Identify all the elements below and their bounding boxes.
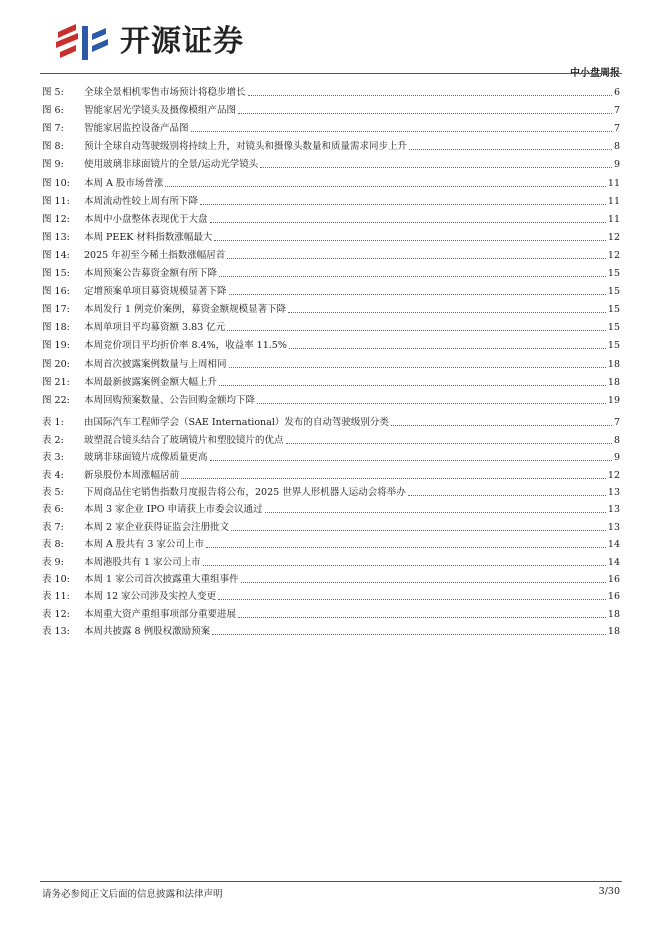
table-index-entry-title: 本周重大资产重组事项部分重要进展 xyxy=(84,608,237,620)
figure-index-entry-leader-dots xyxy=(238,113,612,114)
figure-index-entry-leader-dots xyxy=(229,294,606,295)
figure-index-entry-leader-dots xyxy=(165,186,606,187)
figure-index-entry-label: 图 15: xyxy=(42,268,70,280)
page-header xyxy=(40,18,622,73)
table-index-entry-leader-dots xyxy=(408,495,606,496)
table-index-entry-label: 表 6: xyxy=(42,504,64,516)
table-index-entry[interactable] xyxy=(42,551,620,568)
table-index-entry-title: 本周 1 家公司首次披露重大重组事件 xyxy=(84,573,239,585)
table-index-entry-page: 16 xyxy=(607,591,620,603)
table-index-entry-title: 本周共披露 8 例股权激励预案 xyxy=(84,626,211,638)
figure-index-entry-page: 7 xyxy=(613,123,620,135)
figure-index-entry-title: 预计全球自动驾驶级别将持续上升，对镜头和摄像头数量和质量需求同步上升 xyxy=(84,141,408,153)
figure-index-entry[interactable] xyxy=(42,371,620,389)
figure-index-entry-leader-dots xyxy=(210,222,606,223)
figure-index-entry-leader-dots xyxy=(260,167,612,168)
figure-index-entry-page: 18 xyxy=(607,376,620,388)
figure-index-entry-page: 19 xyxy=(607,394,620,406)
figure-index-entry-label: 图 14: xyxy=(42,249,70,261)
figure-index-entry-page: 18 xyxy=(607,358,620,370)
figure-index-entry-page: 11 xyxy=(607,213,620,225)
table-index-entry-title: 由国际汽车工程师学会（SAE International）发布的自动驾驶级别分类 xyxy=(84,417,389,429)
figure-index-entry[interactable] xyxy=(42,334,620,352)
figure-index-entry-title: 智能家居光学镜头及摄像模组产品图 xyxy=(84,105,237,117)
figure-index-entry-leader-dots xyxy=(229,367,606,368)
figure-index-entry-leader-dots xyxy=(200,204,606,205)
kaiyuan-securities-logo-icon xyxy=(52,20,112,66)
table-index-entry[interactable] xyxy=(42,516,620,533)
figure-index-entry-title: 使用玻璃非球面镜片的全景/运动光学镜头 xyxy=(84,159,259,171)
table-index-entry-label: 表 4: xyxy=(42,469,64,481)
table-index-entry-label: 表 5: xyxy=(42,486,64,498)
figure-index-entry-label: 图 11: xyxy=(42,195,70,207)
figure-index-entry-label: 图 19: xyxy=(42,340,70,352)
table-index-entry-leader-dots xyxy=(238,617,606,618)
figure-index-entry-title: 全球全景相机零售市场预计将稳步增长 xyxy=(84,87,246,99)
figure-index-entry[interactable] xyxy=(42,190,620,208)
figure-index-entry-label: 图 16: xyxy=(42,286,70,298)
figure-index-entry-label: 图 6: xyxy=(42,105,64,117)
table-index-entry-leader-dots xyxy=(391,425,612,426)
figure-index-entry-title: 本周竞价项目平均折价率 8.4%，收益率 11.5% xyxy=(84,340,287,352)
table-index-entry-title: 新泉股份本周涨幅居前 xyxy=(84,469,180,481)
figure-index-entry-label: 图 13: xyxy=(42,231,70,243)
figure-index-entry-title: 本周单项目平均募资额 3.83 亿元 xyxy=(84,322,226,334)
table-index-entry-label: 表 2: xyxy=(42,434,64,446)
figure-index-entry-leader-dots xyxy=(248,95,612,96)
table-index-entry-page: 18 xyxy=(607,608,620,620)
table-index-entry[interactable] xyxy=(42,464,620,481)
figure-index-entry-title: 本周 PEEK 材料指数涨幅最大 xyxy=(84,231,213,243)
footer-divider xyxy=(40,881,622,882)
figure-index-entry-page: 11 xyxy=(607,177,620,189)
figure-index-entry-leader-dots xyxy=(289,348,606,349)
figure-index-entry-label: 图 10: xyxy=(42,177,70,189)
figure-index-entry-page: 12 xyxy=(607,249,620,261)
table-index-entry-leader-dots xyxy=(265,512,606,513)
table-index-entry-title: 玻塑混合镜头结合了玻璃镜片和塑胶镜片的优点 xyxy=(84,434,284,446)
table-index-entry-page: 7 xyxy=(613,417,620,429)
table-index-entry-page: 16 xyxy=(607,573,620,585)
table-index-entry-label: 表 9: xyxy=(42,556,64,568)
table-index-entry-page: 13 xyxy=(607,486,620,498)
figure-index-entry-leader-dots xyxy=(219,276,606,277)
table-index-entry[interactable] xyxy=(42,569,620,586)
figure-index-entry-page: 15 xyxy=(607,304,620,316)
figure-index-entry-leader-dots xyxy=(214,240,606,241)
figure-index-entry-page: 7 xyxy=(613,105,620,117)
figure-index-entry-title: 本周发行 1 例竞价案例，募资金额规模显著下降 xyxy=(84,304,287,316)
figure-index-entry-label: 图 17: xyxy=(42,304,70,316)
figure-index-entry[interactable] xyxy=(42,81,620,99)
report-type-label xyxy=(570,64,620,79)
table-index-entry[interactable] xyxy=(42,447,620,464)
table-index-entry-leader-dots xyxy=(231,530,606,531)
figure-index-entry-page: 15 xyxy=(607,286,620,298)
brand-name: 开源证券 xyxy=(120,24,244,59)
figure-index-entry-page: 12 xyxy=(607,231,620,243)
figure-index-entry-title: 2025 年初至今稀土指数涨幅居首 xyxy=(84,249,226,261)
table-index-entry-page: 13 xyxy=(607,504,620,516)
figure-index-entry-leader-dots xyxy=(191,131,612,132)
figure-index-entry-page: 15 xyxy=(607,340,620,352)
figure-index-entry[interactable] xyxy=(42,298,620,316)
figure-index-entry-leader-dots xyxy=(227,258,606,259)
figure-index-entry-title: 本周流动性较上周有所下降 xyxy=(84,195,199,207)
figure-index-entry-label: 图 22: xyxy=(42,394,70,406)
figure-index-entry[interactable] xyxy=(42,208,620,226)
figure-index-entry[interactable] xyxy=(42,99,620,117)
table-index-entry-title: 本周 2 家企业获得证监会注册批文 xyxy=(84,521,230,533)
table-index-entry[interactable] xyxy=(42,482,620,499)
figure-index-entry-label: 图 20: xyxy=(42,358,70,370)
table-index-entry-leader-dots xyxy=(286,443,612,444)
table-index-entry-title: 玻璃非球面镜片成像质量更高 xyxy=(84,452,208,464)
figure-index-entry-leader-dots xyxy=(409,149,612,150)
table-index-entry-label: 表 8: xyxy=(42,539,64,551)
table-index-entry-title: 本周港股共有 1 家公司上市 xyxy=(84,556,201,568)
figure-index-entry[interactable] xyxy=(42,135,620,153)
table-index-entry-title: 本周 3 家企业 IPO 申请获上市委会议通过 xyxy=(84,504,263,516)
table-index-entry-leader-dots xyxy=(218,599,606,600)
figure-index-entry[interactable] xyxy=(42,153,620,171)
table-index-entry-leader-dots xyxy=(206,547,606,548)
figure-index-entry-label: 图 18: xyxy=(42,322,70,334)
table-index-entry-leader-dots xyxy=(241,582,606,583)
figure-index-entry-title: 本周预案公告募资金额有所下降 xyxy=(84,268,218,280)
figure-index-entry-page: 15 xyxy=(607,322,620,334)
table-index-entry-label: 表 13: xyxy=(42,626,70,638)
table-index-entry-page: 18 xyxy=(607,626,620,638)
figure-index-entry[interactable] xyxy=(42,352,620,370)
figure-index-entry-page: 11 xyxy=(607,195,620,207)
figure-index-entry-leader-dots xyxy=(257,403,606,404)
figure-index-entry-label: 图 21: xyxy=(42,376,70,388)
table-index-list xyxy=(42,412,620,638)
table-index-entry-leader-dots xyxy=(181,478,606,479)
table-index-entry-label: 表 10: xyxy=(42,573,70,585)
figure-index-entry-page: 8 xyxy=(613,141,620,153)
figure-index-entry-label: 图 9: xyxy=(42,159,64,171)
table-index-entry-title: 下周商品住宅销售指数月度报告将公布，2025 世界人形机器人运动会将举办 xyxy=(84,486,406,498)
table-index-entry-page: 14 xyxy=(607,539,620,551)
figure-index-entry[interactable] xyxy=(42,226,620,244)
table-index-entry-leader-dots xyxy=(210,460,612,461)
figure-index-entry-title: 智能家居监控设备产品图 xyxy=(84,123,189,135)
figure-index-entry[interactable] xyxy=(42,244,620,262)
figure-index-entry[interactable] xyxy=(42,280,620,298)
footer-disclaimer: 请务必参阅正文后面的信息披露和法律声明 xyxy=(42,889,223,900)
table-index-entry[interactable] xyxy=(42,621,620,638)
page-number: 3/30 xyxy=(598,886,620,897)
figure-index-entry-label: 图 8: xyxy=(42,141,64,153)
figure-index-entry-title: 本周中小盘整体表现优于大盘 xyxy=(84,213,208,225)
figure-index-entry[interactable] xyxy=(42,316,620,334)
table-index-entry-page: 13 xyxy=(607,521,620,533)
table-index-entry-page: 8 xyxy=(613,434,620,446)
figure-index-entry-page: 9 xyxy=(613,159,620,171)
table-index-entry-title: 本周 A 股共有 3 家公司上市 xyxy=(84,539,204,551)
figure-index-entry-title: 定增预案单项目募资规模显著下降 xyxy=(84,286,227,298)
table-index-entry-label: 表 11: xyxy=(42,591,70,603)
figure-index-entry-title: 本周 A 股市场普涨 xyxy=(84,177,164,189)
figure-index-entry[interactable] xyxy=(42,171,620,189)
figure-index-entry-title: 本周回购预案数量、公告回购金额均下降 xyxy=(84,394,256,406)
table-index-entry[interactable] xyxy=(42,534,620,551)
table-index-entry-leader-dots xyxy=(212,634,606,635)
figure-index-entry-label: 图 7: xyxy=(42,123,64,135)
table-index-entry[interactable] xyxy=(42,499,620,516)
figure-index-list xyxy=(42,81,620,407)
table-index-entry-page: 9 xyxy=(613,452,620,464)
figure-index-entry-page: 6 xyxy=(613,87,620,99)
table-index-entry-page: 14 xyxy=(607,556,620,568)
figure-index-entry-leader-dots xyxy=(227,330,606,331)
figure-index-entry-leader-dots xyxy=(288,312,606,313)
table-index-entry-label: 表 7: xyxy=(42,521,64,533)
header-divider xyxy=(40,73,622,74)
table-index-entry-title: 本周 12 家公司涉及实控人变更 xyxy=(84,591,217,603)
table-index-entry-label: 表 12: xyxy=(42,608,70,620)
table-index-entry-leader-dots xyxy=(203,565,606,566)
table-index-entry[interactable] xyxy=(42,586,620,603)
table-index-entry-label: 表 3: xyxy=(42,452,64,464)
figure-index-entry[interactable] xyxy=(42,389,620,407)
table-index-entry[interactable] xyxy=(42,412,620,429)
table-index-entry[interactable] xyxy=(42,603,620,620)
table-index-entry[interactable] xyxy=(42,429,620,446)
figure-index-entry-title: 本周首次披露案例数量与上周相同 xyxy=(84,358,227,370)
figure-index-entry[interactable] xyxy=(42,262,620,280)
figure-index-entry[interactable] xyxy=(42,117,620,135)
figure-index-entry-title: 本周最新披露案例金额大幅上升 xyxy=(84,376,218,388)
figure-index-entry-page: 15 xyxy=(607,268,620,280)
figure-index-entry-label: 图 5: xyxy=(42,87,64,99)
figure-index-entry-leader-dots xyxy=(219,385,606,386)
table-index-entry-page: 12 xyxy=(607,469,620,481)
table-index-entry-label: 表 1: xyxy=(42,417,64,429)
figure-index-entry-label: 图 12: xyxy=(42,213,70,225)
